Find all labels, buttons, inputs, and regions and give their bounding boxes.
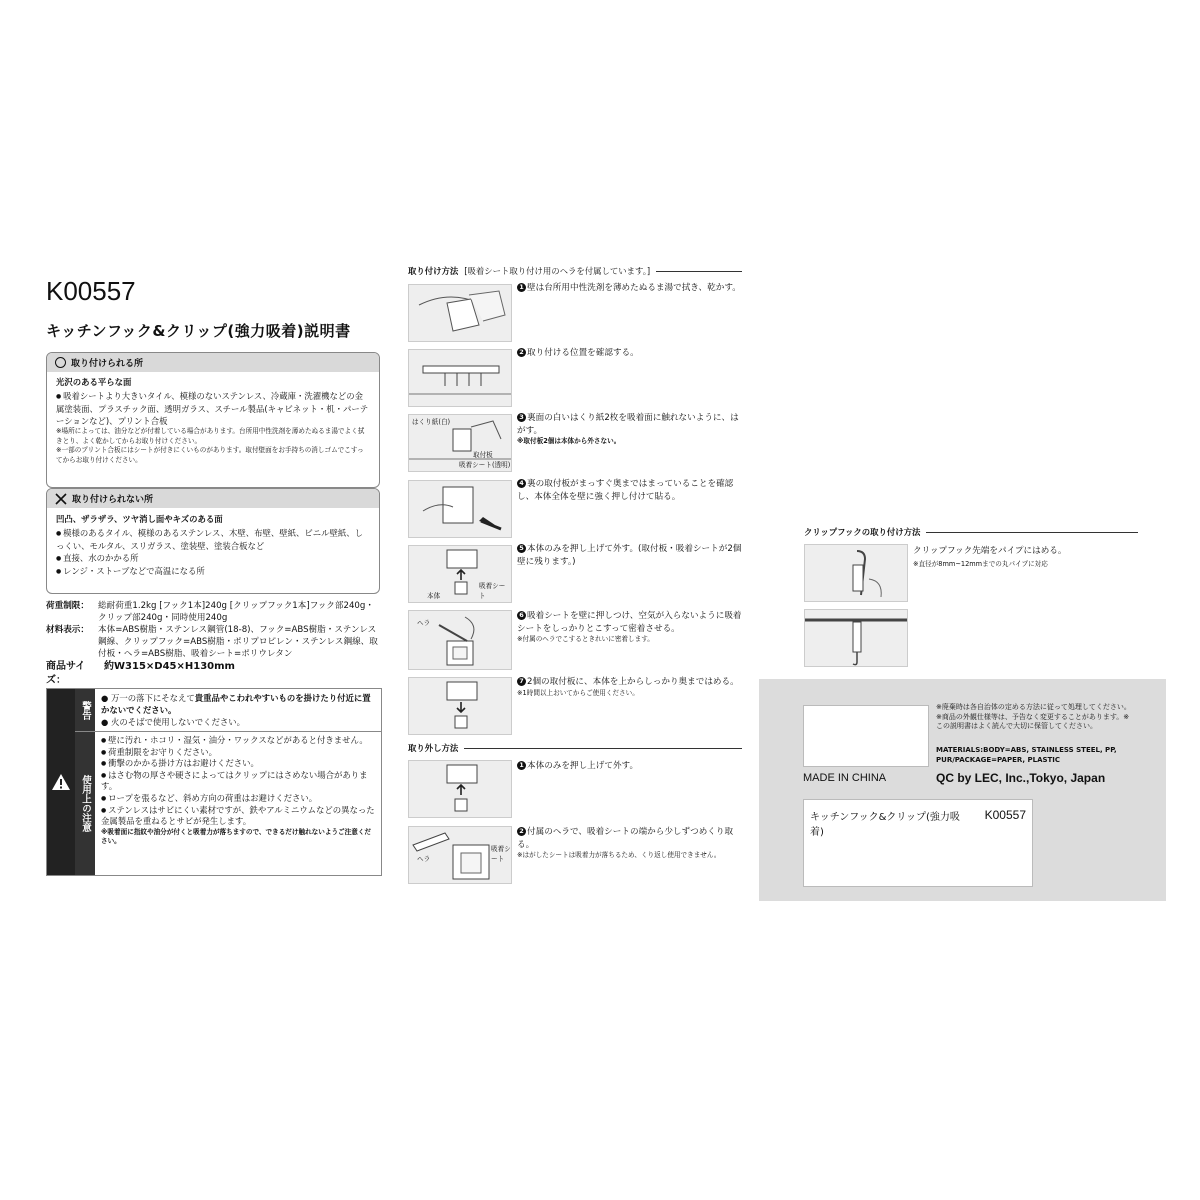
install-section-title xyxy=(408,265,742,277)
spec-label: 材料表示： xyxy=(46,625,89,635)
spec-value: 約W315×D45×H130mm xyxy=(104,661,235,672)
spec-label: 商品サイズ： xyxy=(46,661,86,686)
can-attach-subheading: 光沢のある平らな面 xyxy=(56,377,132,387)
document-title: キッチンフック&クリップ(強力吸着)説明書 xyxy=(46,322,351,340)
can-attach-box xyxy=(46,352,380,488)
install-step xyxy=(517,347,745,360)
step-number: 2 xyxy=(517,827,526,836)
press-body-illustration xyxy=(409,481,512,538)
step-text: 付属のヘラで、吸着シートの端から少しずつめくり取る。 xyxy=(517,827,734,850)
warning-icon-column xyxy=(47,689,75,875)
attach-body-illustration xyxy=(409,678,512,735)
clip-illustration xyxy=(804,609,908,667)
step-illustration xyxy=(408,677,512,735)
install-step xyxy=(517,610,745,645)
package-materials: MATERIALS:BODY=ABS, STAINLESS STEEL, PP, PUR/PACKAGE=PAPER, PLASTIC xyxy=(936,746,1117,764)
caution-note: ※吸着面に指紋や油分が付くと吸着力が落ちますので、できるだけ触れないようご注意ください。 xyxy=(101,827,372,846)
step-text: 本体のみを押し上げて外す。(取付板・吸着シートが2個壁に残ります。) xyxy=(517,544,742,567)
step-number: 1 xyxy=(517,761,526,770)
specs xyxy=(46,600,380,688)
spec-row xyxy=(46,624,380,660)
step-number: 5 xyxy=(517,544,526,553)
label-product-code: K00557 xyxy=(984,808,1026,822)
can-attach-header xyxy=(47,353,379,372)
can-attach-item: ● 吸着シートより大きいタイル、模様のないステンレス、冷蔵庫・洗濯機などの金属塗装面、プラスチック面、透明ガラス、スチール製品(キャビネット・机・パーテーションなど)、プリント合板 xyxy=(56,390,370,427)
cannot-attach-subheading: 凹凸、ザラザラ、ツヤ消し面やキズのある面 xyxy=(56,514,223,524)
caution-item: ● 衝撃のかかる掛け方はお避けください。 xyxy=(101,758,375,770)
step-illustration xyxy=(408,349,512,407)
caution-item: ● ロープを張るなど、斜め方向の荷重はお避けください。 xyxy=(101,793,375,805)
clip-note: ※直径が8mm~12mmまでの丸パイプに対応 xyxy=(913,560,1048,568)
step-illustration xyxy=(408,760,512,818)
remove-step xyxy=(517,760,745,773)
position-check-illustration xyxy=(409,350,512,407)
step-note: ※取付板2個は本体から外さない。 xyxy=(517,437,621,445)
remove-body-illustration xyxy=(409,761,512,818)
step-text: 吸着シートを壁に押しつけ、空気が入らないように吸着シートをしっかりとこすって密着させる。 xyxy=(517,611,742,634)
company-name: QC by LEC, Inc.,Tokyo, Japan xyxy=(936,771,1106,785)
step-text: 壁は台所用中性洗剤を薄めたぬるま湯で拭き、乾かす。 xyxy=(527,283,741,293)
step-number: 2 xyxy=(517,348,526,357)
warning-text-bold: 貴重品やこわれやすいものを掛けたり付近に置かないでください。 xyxy=(101,693,371,715)
install-step xyxy=(517,282,745,295)
cannot-attach-header xyxy=(47,489,379,508)
spec-row xyxy=(46,600,380,624)
install-step xyxy=(517,478,745,503)
install-step xyxy=(517,412,745,447)
remove-heading: 取り外し方法 xyxy=(408,743,459,753)
spec-row xyxy=(46,660,380,688)
can-attach-note: ※場所によっては、油分などが付着している場合があります。台所用中性洗剤を薄めたぬるま湯でよく拭きとり、よく乾かしてからお取り付けください。 xyxy=(56,427,365,445)
label-sheet: 吸着シート xyxy=(491,845,511,863)
warning-label: 警告 xyxy=(75,689,95,732)
divider xyxy=(926,532,1138,533)
label-spatula: ヘラ xyxy=(417,855,431,863)
cannot-attach-box xyxy=(46,488,380,594)
warning-label-column xyxy=(75,689,95,875)
caution-label: 使用上の注意 xyxy=(80,775,91,832)
install-subnote: [吸着シート取り付け用のヘラを付属しています。] xyxy=(464,266,651,276)
package-notes: ※廃棄時は各自治体の定める方法に従って処理してください。※商品の外観仕様等は、予告なく変更することがあります。※この説明書はよく読んで大切に保管してください。 xyxy=(936,703,1131,730)
install-step xyxy=(517,543,745,568)
label-suction-sheet: 吸着シート(透明) xyxy=(459,461,511,469)
clip-on-pipe-illustration xyxy=(805,610,908,667)
remove-section-title xyxy=(408,742,742,754)
product-code: K00557 xyxy=(46,276,136,306)
step-illustration xyxy=(408,545,512,603)
cannot-attach-item: ● レンジ・ストーブなどで高温になる所 xyxy=(56,565,370,578)
circle-ok-icon xyxy=(55,357,66,368)
can-attach-note: ※一部のプリント合板にはシートが付きにくいものがあります。取付壁面をお手持ちの消しゴムでこすってからお取り付けください。 xyxy=(56,446,364,464)
caution-item: ● 荷重制限をお守りください。 xyxy=(101,747,375,759)
wipe-wall-illustration xyxy=(409,285,512,342)
label-mount-plate: 取付板 xyxy=(473,451,493,459)
step-illustration xyxy=(408,284,512,342)
cannot-attach-item: ● 直接、水のかかる所 xyxy=(56,552,370,565)
warning-body xyxy=(95,689,381,875)
product-label xyxy=(803,799,1033,887)
install-heading: 取り付け方法 xyxy=(408,266,459,276)
clip-section-title xyxy=(804,526,1138,538)
caution-section xyxy=(95,732,381,850)
made-in: MADE IN CHINA xyxy=(803,772,887,784)
spec-value: 総耐荷重1.2kg [フック1本]240g [クリップフック1本]フック部240g・クリップ部240g・同時使用240g xyxy=(98,601,374,623)
label-sheet: 吸着シート xyxy=(479,582,506,600)
caution-item: ● ステンレスはサビにくい素材ですが、鉄やアルミニウムなどの異なった金属製品を重ねるとサビが発生します。 xyxy=(101,805,375,828)
remove-step xyxy=(517,826,745,861)
step-text: 取り付ける位置を確認する。 xyxy=(527,348,639,358)
step-number: 6 xyxy=(517,611,526,620)
install-step xyxy=(517,676,745,698)
step-note: ※付属のヘラでこするときれいに密着します。 xyxy=(517,635,654,643)
warning-box xyxy=(46,688,382,876)
divider xyxy=(656,271,742,272)
blank-label-box xyxy=(803,705,929,767)
warning-text: 万一の落下にそなえて xyxy=(110,693,195,703)
cannot-attach-item: ● 模様のあるタイル、模様のあるステンレス、木壁、布壁、壁紙、ビニル壁紙、しっくい、モルタル、スリガラス、塗装壁、塗装合板など xyxy=(56,527,370,552)
warning-triangle-icon xyxy=(51,773,71,791)
can-attach-heading: 取り付けられる所 xyxy=(71,359,144,369)
clip-heading: クリップフックの取り付け方法 xyxy=(804,527,921,537)
warning-text: 火のそばで使用しないでください。 xyxy=(110,717,245,727)
step-number: 4 xyxy=(517,479,526,488)
step-illustration xyxy=(408,826,512,884)
step-illustration xyxy=(408,414,512,472)
clip-illustration xyxy=(804,544,908,602)
caution-item: ● 壁に汚れ・ホコリ・湿気・油分・ワックスなどがあると付きません。 xyxy=(101,735,375,747)
step-illustration xyxy=(408,610,512,670)
label-peel-paper: はくり紙(白) xyxy=(412,418,451,426)
caution-item: ● はさむ物の厚さや硬さによってはクリップにはさめない場合があります。 xyxy=(101,770,375,793)
divider xyxy=(464,748,742,749)
step-number: 7 xyxy=(517,677,526,686)
step-illustration xyxy=(408,480,512,538)
spec-value: 本体=ABS樹脂・ステンレス鋼管(18-8)、フック=ABS樹脂・ステンレス鋼線、クリップフック=ABS樹脂・ポリプロピレン・ステンレス鋼線、取付板・ヘラ=ABS樹脂、吸着シート=ポリウレタン xyxy=(98,625,378,659)
label-body: 本体 xyxy=(427,592,441,600)
cannot-attach-heading: 取り付けられない所 xyxy=(72,495,154,505)
step-note: ※1時間以上おいてからご使用ください。 xyxy=(517,688,639,697)
label-product-name: キッチンフック&クリップ(強力吸着) xyxy=(810,812,960,838)
warning-section: ● 万一の落下にそなえて貴重品やこわれやすいものを掛けたり付近に置かないでください。 ● 火のそばで使用しないでください。 xyxy=(95,689,381,732)
step-number: 3 xyxy=(517,413,526,422)
step-text: 裏面の白いはくり紙2枚を吸着面に触れないように、はがす。 xyxy=(517,413,739,436)
clip-text: クリップフック先端をパイプにはめる。 xyxy=(913,546,1067,556)
step-text: 2個の取付板に、本体を上からしっかり奥まではめる。 xyxy=(527,677,739,687)
step-number: 1 xyxy=(517,283,526,292)
clip-hook-illustration xyxy=(805,545,908,602)
step-note: ※はがしたシートは吸着力が落ちるため、くり返し使用できません。 xyxy=(517,851,721,859)
step-text: 本体のみを押し上げて外す。 xyxy=(527,761,639,771)
step-text: 裏の取付板がまっすぐ奥まではまっていることを確認し、本体全体を壁に強く押し付けて貼る。 xyxy=(517,479,734,502)
spec-label: 荷重制限： xyxy=(46,601,89,611)
label-spatula: ヘラ xyxy=(417,619,431,627)
cross-icon xyxy=(55,493,67,505)
package-panel xyxy=(759,679,1166,901)
